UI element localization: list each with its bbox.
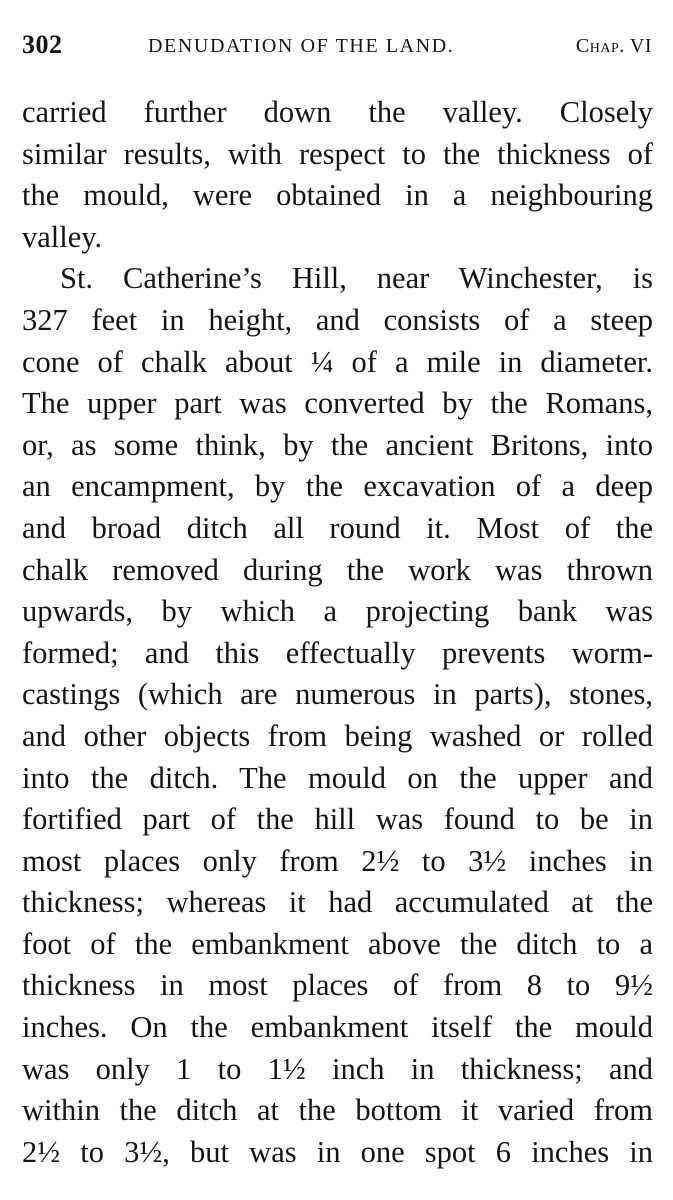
text-line: cone of chalk about ¼ of a mile in diameter. (22, 344, 653, 379)
text-line: into the ditch. The mould on the upper and (22, 760, 653, 795)
text-line: within the ditch at the bottom it varied from (22, 1093, 653, 1128)
chapter-label: Chap. VI (575, 35, 652, 57)
text-line: carried further down the valley. Closely (22, 95, 653, 129)
text-line: castings (which are numerous in parts), stones, (22, 677, 653, 712)
text-line: the mould, were obtained in a neighbouring (22, 178, 653, 213)
paragraph-start-line: St. Catherine’s Hill, near Winchester, is (60, 261, 653, 296)
text-line: and other objects from being washed or rolled (22, 718, 653, 753)
text-line: 2½ to 3½, but was in one spot 6 inches in (22, 1134, 653, 1169)
text-line: upwards, by which a projecting bank was (22, 594, 653, 629)
text-line: an encampment, by the excavation of a deep (22, 469, 653, 504)
text-line: similar results, with respect to the thickness of (22, 136, 653, 171)
text-line: foot of the embankment above the ditch to a (22, 926, 653, 961)
running-title: DENUDATION OF THE LAND. (148, 35, 455, 57)
text-line: fortified part of the hill was found to be in (22, 802, 653, 837)
text-line: thickness; whereas it had accumulated at the (22, 885, 653, 920)
text-line: valley. (22, 219, 103, 254)
text-line: The upper part was converted by the Romans, (22, 386, 653, 421)
text-line: inches. On the embankment itself the mould (22, 1010, 653, 1045)
text-line: or, as some think, by the ancient Britons, into (22, 427, 653, 462)
text-line: was only 1 to 1½ inch in thickness; and (22, 1051, 653, 1086)
body-text (22, 92, 653, 1173)
running-header (22, 30, 654, 70)
text-line: formed; and this effectually prevents worm- (22, 635, 653, 670)
text-line: most places only from 2½ to 3½ inches in (22, 843, 653, 878)
text-line: chalk removed during the work was thrown (22, 552, 653, 587)
page-number: 302 (22, 30, 63, 59)
text-line: and broad ditch all round it. Most of the (22, 510, 653, 545)
text-line: thickness in most places of from 8 to 9½ (22, 968, 653, 1003)
text-line: 327 feet in height, and consists of a steep (22, 302, 653, 337)
